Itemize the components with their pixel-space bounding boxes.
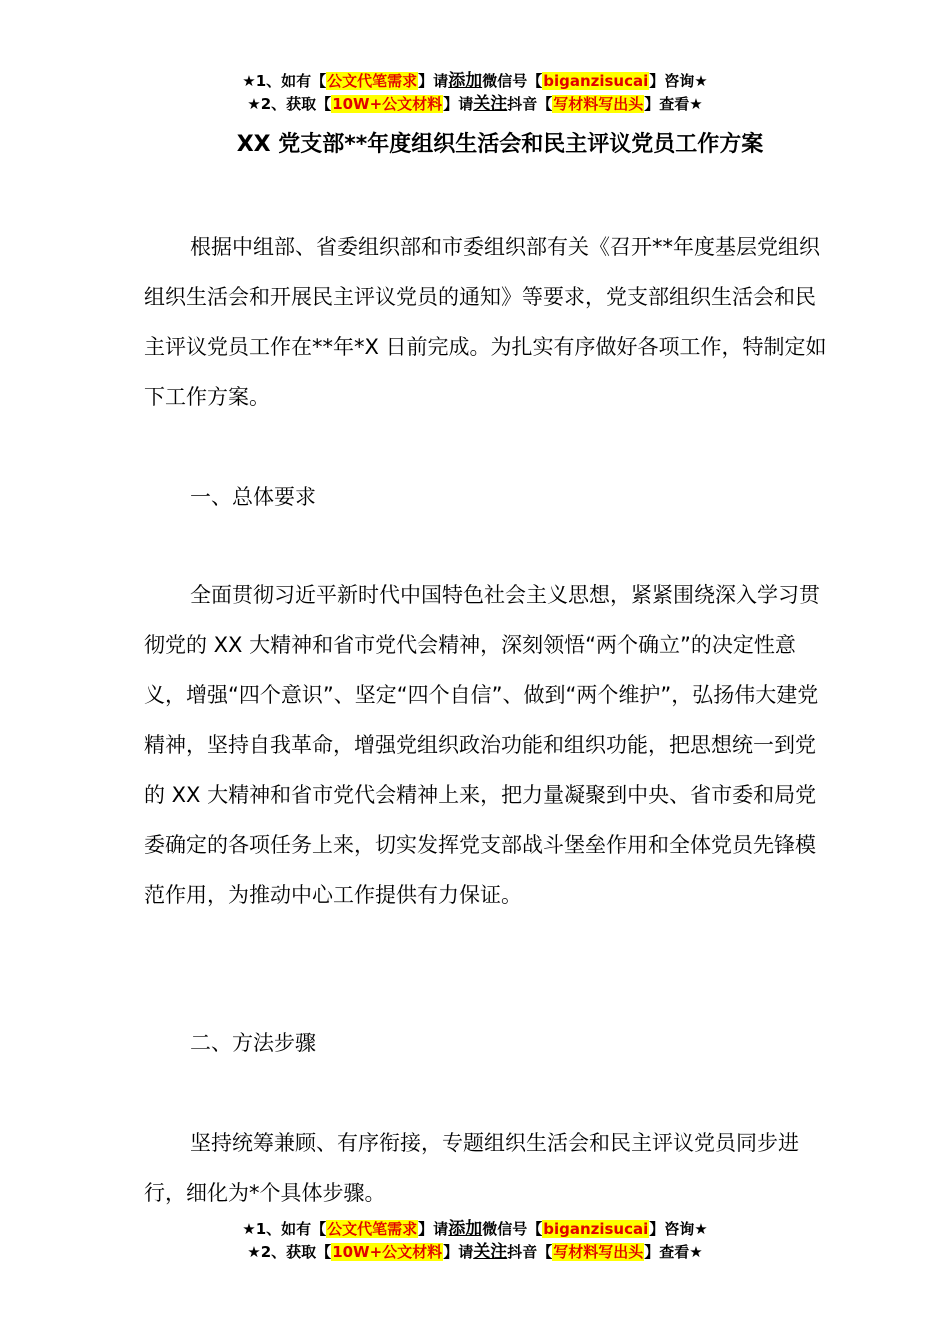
follow-emphasis: 关注 [473,1242,508,1262]
service-highlight: 公文代笔需求 [327,72,418,90]
promo-line-2: ★2、获取【10W+公文材料】请关注抖音【写材料写出头】查看★ [247,94,703,114]
paragraph-methods-steps: 坚持统筹兼顾、有序衔接，专题组织生活会和民主评议党员同步进行，细化为*个具体步骤。 [144,1131,799,1205]
promo-line-1: ★1、如有【公文代笔需求】请添加微信号【biganzisucai】咨询★ [242,71,708,91]
follow-emphasis: 关注 [473,94,508,114]
document-title: XX 党支部**年度组织生活会和民主评议党员工作方案 [236,132,764,157]
douyin-id-highlight: 写材料写出头 [553,1243,644,1261]
promo-banner-top [0,70,950,116]
material-highlight: 10W+公文材料 [332,95,443,113]
wechat-id-highlight: biganzisucai [543,1220,649,1238]
paragraph-overall-requirements: 全面贯彻习近平新时代中国特色社会主义思想，紧紧围绕深入学习贯彻党的 XX 大精神和省市党代会精神，深刻领悟“两个确立”的决定性意义，增强“四个意识”、坚定“四个自信”、做到“两个维护”，弘扬伟大建党精神，坚持自我革命，增强党组织政治功能和组织功能，把思想统一到党的 XX 大精神和省市党代会精神上来，把力量凝聚到中央、省市委和局党委确定的各项任务上来，切实发挥党支部战斗堡垒作用和全体党员先锋模范作用，为推动中心工作提供有力保证。 [144,583,820,907]
add-emphasis: 添加 [448,1219,483,1239]
add-emphasis: 添加 [448,71,483,91]
promo-line-1-bottom: ★1、如有【公文代笔需求】请添加微信号【biganzisucai】咨询★ [242,1219,708,1239]
promo-banner-bottom [0,1218,950,1264]
promo-line-2-bottom: ★2、获取【10W+公文材料】请关注抖音【写材料写出头】查看★ [247,1242,703,1262]
wechat-id-highlight: biganzisucai [543,72,649,90]
service-highlight: 公文代笔需求 [327,1220,418,1238]
section-heading-methods-steps: 二、方法步骤 [190,1031,316,1055]
douyin-id-highlight: 写材料写出头 [553,95,644,113]
paragraph-intro: 根据中组部、省委组织部和市委组织部有关《召开**年度基层党组织组织生活会和开展民主评议党员的通知》等要求，党支部组织生活会和民主评议党员工作在**年*X 日前完成。为扎实有序做好各项工作，特制定如下工作方案。 [144,235,827,409]
section-heading-overall-requirements: 一、总体要求 [190,485,316,509]
material-highlight: 10W+公文材料 [332,1243,443,1261]
